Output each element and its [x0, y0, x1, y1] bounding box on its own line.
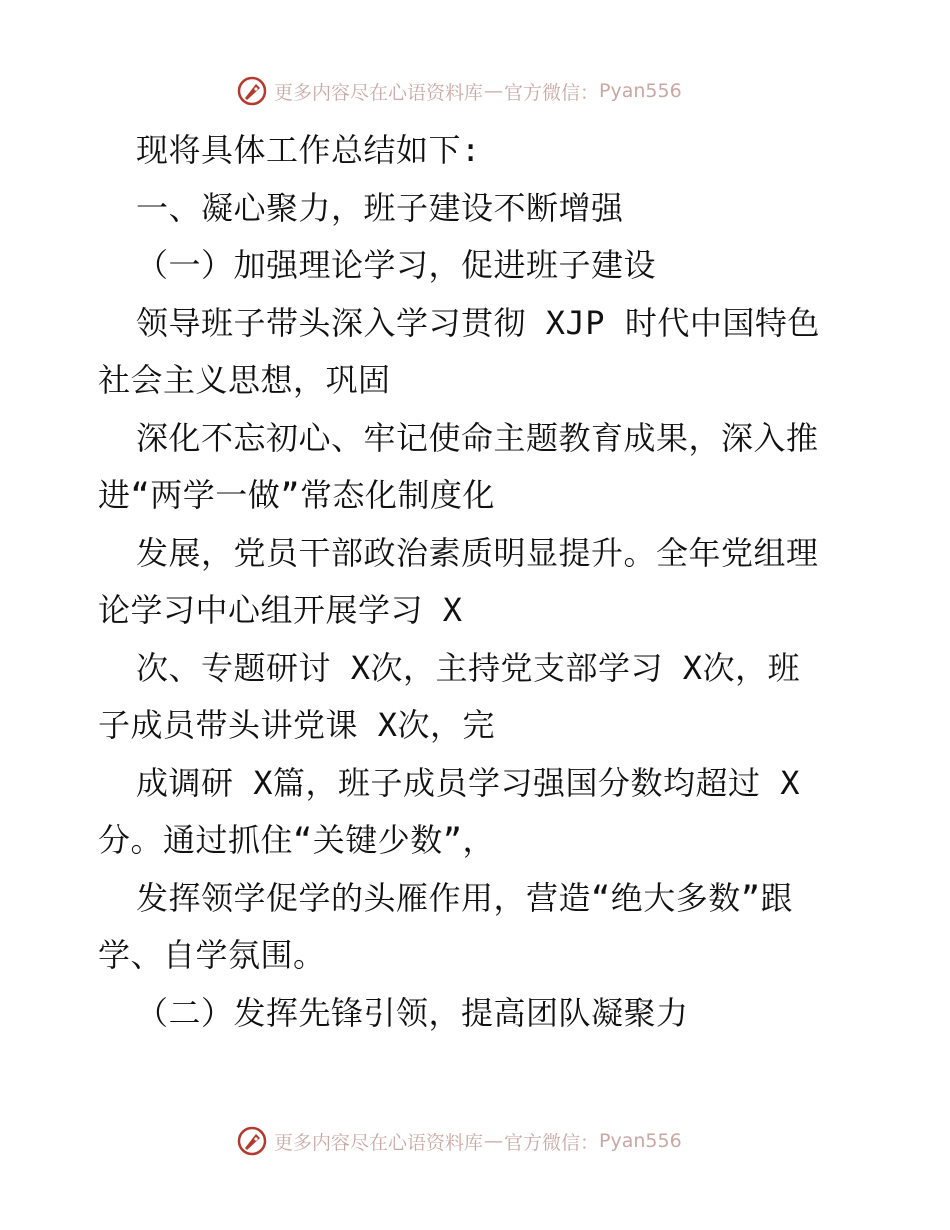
subsection-heading: （二）发挥先锋引领，提高团队凝聚力 — [136, 993, 689, 1032]
body-line: 发挥领学促学的头雁作用，营造“绝大多数”跟 — [136, 878, 794, 917]
watermark-text: 更多内容尽在心语资料库 — [274, 1131, 484, 1154]
watermark-wechat-id: Pyan556 — [599, 1130, 682, 1152]
body-line: 成调研 X篇，班子成员学习强国分数均超过 X — [136, 763, 801, 802]
footer-watermark — [236, 1124, 682, 1158]
watermark-wechat-id: Pyan556 — [599, 80, 682, 102]
body-line: 子成员带头讲党课 X次，完 — [98, 706, 496, 744]
body-line: 发展，党员干部政治素质明显提升。全年党组理 — [136, 533, 819, 572]
pen-nib-circle-icon — [236, 1125, 268, 1157]
pen-nib-circle-icon — [236, 75, 268, 107]
watermark-wechat-label: 官方微信： — [504, 81, 600, 104]
header-watermark — [236, 74, 682, 108]
body-line: 次、专题研讨 X次，主持党支部学习 X次，班 — [136, 648, 801, 687]
body-line: 论学习中心组开展学习 X — [98, 591, 463, 629]
body-line: 社会主义思想，巩固 — [98, 361, 391, 399]
subsection-heading: （一）加强理论学习，促进班子建设 — [136, 246, 657, 284]
body-line: 学、自学氛围。 — [98, 936, 326, 974]
body-line: 领导班子带头深入学习贯彻 XJP 时代中国特色 — [136, 303, 820, 342]
body-line: 深化不忘初心、牢记使命主题教育成果，深入推 — [136, 418, 819, 457]
body-line: 现将具体工作总结如下: — [136, 131, 481, 169]
body-line: 进“两学一做”常态化制度化 — [98, 476, 496, 514]
watermark-text: 更多内容尽在心语资料库 — [274, 81, 484, 104]
section-heading: 一、凝心聚力，班子建设不断增强 — [136, 188, 624, 227]
watermark-wechat-label: 官方微信： — [504, 1131, 600, 1154]
watermark-separator: — — [484, 1130, 504, 1152]
body-line: 分。通过抓住“关键少数”， — [98, 821, 496, 859]
watermark-separator: — — [484, 80, 504, 102]
document-body — [98, 122, 868, 1042]
